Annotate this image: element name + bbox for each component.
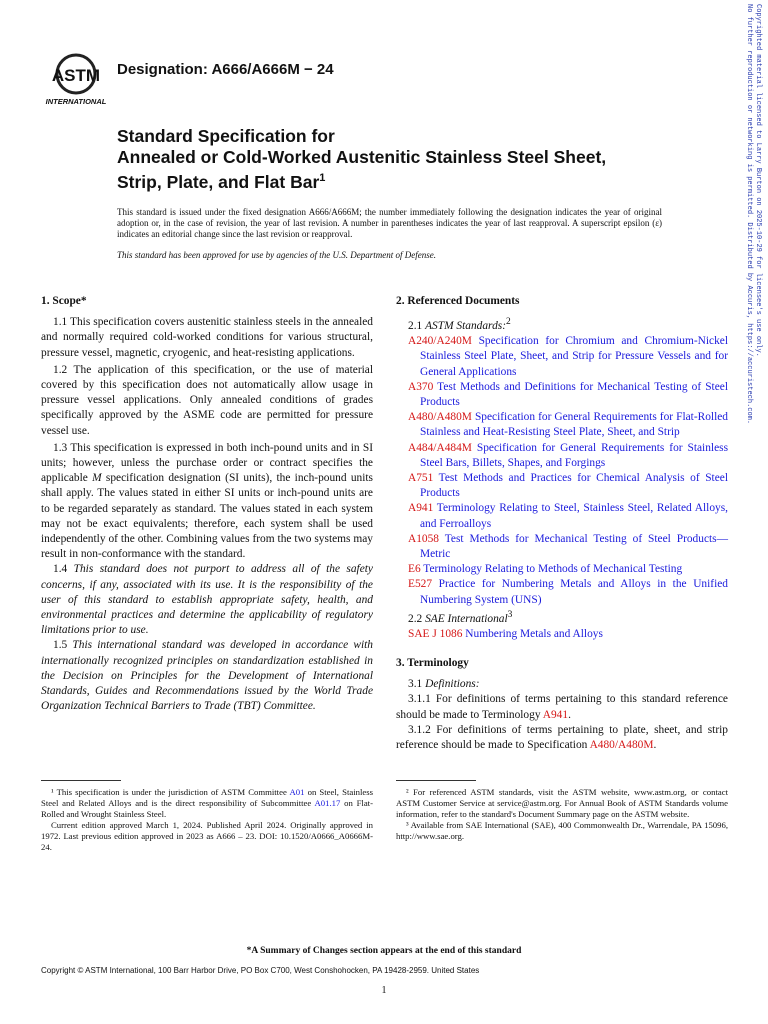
- reference-item: [408, 501, 728, 531]
- reference-link[interactable]: SAE J 1086: [408, 627, 463, 640]
- reference-title-link[interactable]: Specification for General Requirements for Flat-Rolled Stainless and Heat-Resisting Steel Plate, Sheet, and Strip: [420, 411, 728, 439]
- dod-approval-note: This standard has been approved for use by agencies of the U.S. Department of Defense.: [117, 250, 437, 260]
- scope-heading: 1. Scope*: [41, 295, 87, 307]
- summary-of-changes-note: *A Summary of Changes section appears at the end of this standard: [246, 946, 522, 956]
- reference-title-link[interactable]: Practice for Numbering Metals and Alloys in the Unified Numbering System (UNS): [420, 578, 728, 606]
- title-line-3: Strip, Plate, and Flat Bar$^1$: [117, 171, 326, 192]
- footnote-1: ¹ This specification is under the jurisdiction of ASTM Committee A01 on Steel, Stainless Steel and Related Alloys and is the direct responsibility of Subcommittee A01.17 on Flat-Rolled and Wrought Stainless Steel.: [41, 787, 373, 819]
- footnote-edition: Current edition approved March 1, 2024. Published April 2024. Originally approved in 1972. Last previous edition approved in 2023 as A666 – 23. DOI: 10.1520/A0666_A0666M-24.: [41, 820, 373, 852]
- a941-link[interactable]: A941: [542, 708, 569, 721]
- reference-title-link[interactable]: Specification for General Requirements for Stainless Steel Bars, Billets, Shapes, and Forgings: [420, 441, 728, 469]
- footnote-3: ³ Available from SAE International (SAE), 400 Commonwealth Dr., Warrendale, PA 15096, http://www.sae.org.: [396, 820, 728, 841]
- footnote-rule-left: [41, 780, 121, 781]
- subcommittee-a01-17-link[interactable]: A01.17: [314, 798, 341, 808]
- reference-item-sae: [408, 627, 728, 642]
- scope-1-1: 1.1 This specification covers austenitic stainless steels in the annealed and normally required cold-worked conditions for various structural, pressure vessel, magnetic, cryogenic, and heat-resisting applications.: [41, 316, 373, 359]
- issuance-notice: This standard is issued under the fixed designation A666/A666M; the number immediately following the designation indicates the year of original adoption or, in the case of revision, the year of last revision. A number in parentheses indicates the year of last reapproval. A superscript epsilon (ε) indicates an editorial change since the last revision or reapproval.: [117, 207, 662, 240]
- designation: Designation: A666/A666M − 24: [117, 61, 334, 78]
- license-watermark: [732, 4, 762, 425]
- reference-item: [408, 562, 728, 577]
- reference-title-link[interactable]: Terminology Relating to Steel, Stainless Steel, Related Alloys, and Ferroalloys: [420, 502, 728, 530]
- reference-title-link[interactable]: Terminology Relating to Methods of Mechanical Testing: [420, 563, 683, 576]
- reference-item: [408, 380, 728, 410]
- reference-item: [408, 577, 728, 607]
- reference-link[interactable]: A751: [408, 472, 434, 485]
- logo-text: ASTM: [51, 66, 101, 85]
- definitions-label: 3.1 Definitions:: [408, 678, 480, 691]
- title-line-2: Annealed or Cold-Worked Austenitic Stainless Steel Sheet,: [117, 147, 607, 167]
- reference-title-link[interactable]: Test Methods and Definitions for Mechanical Testing of Steel Products: [420, 380, 728, 409]
- footnote-2: ² For referenced ASTM standards, visit the ASTM website, www.astm.org, or contact ASTM Customer Service at service@astm.org. For Annual Book of ASTM Standards volume information, refer to the standard's Document Summary page on the ASTM website.: [396, 787, 728, 819]
- referenced-documents-heading: 2. Referenced Documents: [396, 295, 520, 307]
- scope-1-5: 1.5 This international standard was developed in accordance with internationally recognized principles on standardization established in the Decision on Principles for the Development of International Standards, Guides and Recommendations issued by the World Trade Organization Technical Barriers to Trade (TBT) Committee.: [41, 639, 373, 713]
- reference-link[interactable]: A484/A484M: [408, 441, 472, 454]
- scope-1-4: 1.4 This standard does not purport to address all of the safety concerns, if any, associated with its use. It is the responsibility of the user of this standard to establish appropriate safety, health, and environmental practices and determine the applicability of regulatory limitations prior to use.: [41, 563, 373, 637]
- right-column: [396, 294, 728, 753]
- title-line-1: Standard Specification for: [117, 126, 335, 146]
- terminology-3-1-2: 3.1.2 For definitions of terms pertaining to plate, sheet, and strip reference should be made to Specification A480/A480M.: [396, 723, 728, 752]
- watermark-line-1: Copyrighted material licensed to Larry Burton on 2025-10-29 for licensee's use only.: [754, 4, 762, 357]
- reference-link[interactable]: A240/A240M: [408, 335, 472, 348]
- terminology-3-1-1: 3.1.1 For definitions of terms pertaining to this standard reference should be made to Terminology A941.: [396, 693, 728, 721]
- scope-1-2: 1.2 The application of this specification, or the use of material covered by this specification does not automatically allow usage in pressure vessel applications. Only annealed conditions of grades specifically approved by the ASME code are permitted for pressure vessel use.: [41, 363, 373, 437]
- reference-list: [396, 334, 728, 608]
- page-number: 1: [381, 985, 387, 996]
- reference-item: [408, 532, 728, 562]
- copyright-line: Copyright © ASTM International, 100 Barr Harbor Drive, PO Box C700, West Conshohocken, PA 19428-2959. United States: [41, 966, 480, 975]
- a480-link[interactable]: A480/A480M: [589, 739, 654, 752]
- footnotes-left: [41, 787, 373, 853]
- sae-label: 2.2 SAE International$^3$: [408, 609, 513, 625]
- reference-link[interactable]: A1058: [408, 532, 440, 545]
- reference-link[interactable]: A370: [408, 380, 434, 393]
- left-column: [41, 294, 373, 714]
- logo-subtext: INTERNATIONAL: [45, 97, 107, 106]
- title-footnote-marker: 1: [319, 172, 326, 184]
- reference-title-link[interactable]: Test Methods for Mechanical Testing of Steel Products—Metric: [420, 532, 728, 561]
- reference-title-link[interactable]: Test Methods and Practices for Chemical Analysis of Steel Products: [420, 472, 728, 500]
- reference-item: [408, 441, 728, 471]
- reference-item: [408, 334, 728, 380]
- reference-title-link[interactable]: Numbering Metals and Alloys: [462, 627, 603, 640]
- document-title: [117, 126, 677, 193]
- reference-link[interactable]: A941: [408, 502, 434, 515]
- reference-link[interactable]: A480/A480M: [408, 411, 472, 424]
- reference-title-link[interactable]: Specification for Chromium and Chromium-Nickel Stainless Steel Plate, Sheet, and Strip for Pressure Vessels and for General Applications: [420, 335, 728, 378]
- reference-link[interactable]: E527: [408, 578, 433, 591]
- terminology-heading: 3. Terminology: [396, 657, 469, 670]
- watermark-line-2: No further reproduction or networking is permitted. Distributed by Accuris, https://accuristech.com.: [745, 4, 753, 425]
- reference-link[interactable]: E6: [408, 563, 421, 576]
- astm-logo: [42, 52, 110, 108]
- footnotes-right: [396, 787, 728, 842]
- scope-1-3: 1.3 This specification is expressed in both inch-pound units and in SI units; however, unless the purchase order or contract specifies the applicable M specification designation (SI units), the inch-pound units shall apply. The values stated in either SI units or inch-pound units are to be regarded separately as standard. The values stated in each system may not be exact equivalents; therefore, each system shall be used independently of the other. Combining values from the two systems may result in non-conformance with the standard.: [41, 441, 373, 561]
- committee-a01-link[interactable]: A01: [289, 787, 305, 797]
- astm-standards-label: 2.1 ASTM Standards:$^2$: [408, 317, 511, 332]
- reference-item: [408, 410, 728, 440]
- reference-item: [408, 471, 728, 501]
- footnote-rule-right: [396, 780, 476, 781]
